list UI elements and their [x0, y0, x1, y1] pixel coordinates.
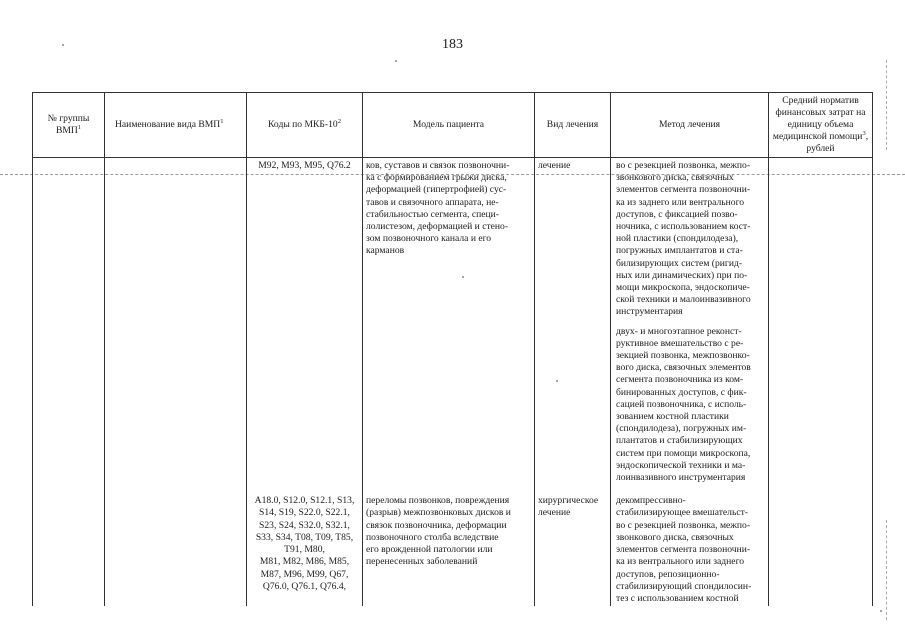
scan-edge-mark [886, 520, 887, 620]
cell-codes: A18.0, S12.0, S12.1, S13, S14, S19, S22.0, S22.1, S23, S24, S32.0, S32.1, S33, S34, T08, T09, T85, T91, M80, M81, M82, M86, M85, M87, M96, M99, Q67, Q76.0, Q76.1, Q76.4, [247, 485, 363, 606]
table-row [33, 158, 873, 320]
vmp-table [32, 92, 873, 606]
header-method: Метод лечения [611, 93, 769, 158]
table-row [33, 320, 873, 486]
cell-method: двух- и многоэтапное реконст- руктивное вмешательство с ре- зекцией позвонка, межпозвонко- вого диска, связочных элементов сегмента позвоночника из ком- бинированных доступов, с фик- сацией позвоночника, с исполь- зованием костной пластики (спондилодеза), погружных им- плантатов и стабилизирующих систем при помощи микроскопа, эндоскопической техники и ма- лоинвазивного инструментария [611, 320, 769, 486]
cell-treatment-type: хирургическое лечение [535, 485, 611, 606]
cell-method: декомпрессивно- стабилизирующее вмешательст- во с резекцией позвонка, межпо- звонкового диска, связочных элементов сегмента позвоночни- ка из вентрального или заднего доступов, репозиционно- стабилизирующий спондилосин- тез с использованием костной [611, 485, 769, 606]
cell-patient-model [363, 320, 535, 486]
scan-speck [62, 44, 64, 46]
cell-cost-norm [769, 158, 873, 320]
header-codes: Коды по МКБ-$10^2$ [247, 93, 363, 158]
cell-cost-norm [769, 485, 873, 606]
header-cost-norm: Средний норматив финансовых затрат на единицу объема медицинской помощи$^3$, рублей [769, 93, 873, 158]
cell-type-name [105, 158, 247, 320]
header-group-no: № группы ВМП$^1$ [33, 93, 105, 158]
cell-cost-norm [769, 320, 873, 486]
cell-treatment-type: лечение [535, 158, 611, 320]
cell-patient-model: переломы позвонков, повреждения (разрыв) межпозвонковых дисков и связок позвоночника, деформации позвоночного столба вследствие его врожденной патологии или перенесенных заболеваний [363, 485, 535, 606]
cell-group-no [33, 158, 105, 320]
page-number: 183 [442, 37, 463, 52]
header-treatment-type: Вид лечения [535, 93, 611, 158]
scan-edge-mark [886, 60, 887, 150]
cell-codes: M92, M93, M95, Q76.2 [247, 158, 363, 320]
cell-codes [247, 320, 363, 486]
cell-method: во с резекцией позвонка, межпо- звонкового диска, связочных элементов сегмента позвоночни- ка из заднего или вентрального доступов, с фиксацией позво- ночника, с использованием кост- ной пластики (спондилодеза), погружных имплантатов и ста- билизирующих систем (ригид- ных или динамических) при по- мощи микроскопа, эндоскопиче- ской техники и малоинвазивного инструментария [611, 158, 769, 320]
cell-patient-model: ков, суставов и связок позвоночни- ка с формированием грыжи диска, деформацией (гипертрофией) сус- тавов и связочного аппарата, не- стабильностью сегмента, специ- лолистезом, деформацией и стено- зом позвоночного канала и его карманов [363, 158, 535, 320]
cell-type-name [105, 320, 247, 486]
cell-group-no [33, 485, 105, 606]
cell-type-name [105, 485, 247, 606]
scan-speck [395, 60, 397, 62]
table-row [33, 485, 873, 606]
header-type-name: Наименование вида ВМП$^1$ [105, 93, 247, 158]
cell-treatment-type [535, 320, 611, 486]
scan-speck [880, 610, 882, 612]
table-header-row [33, 93, 873, 158]
header-patient-model: Модель пациента [363, 93, 535, 158]
cell-group-no [33, 320, 105, 486]
